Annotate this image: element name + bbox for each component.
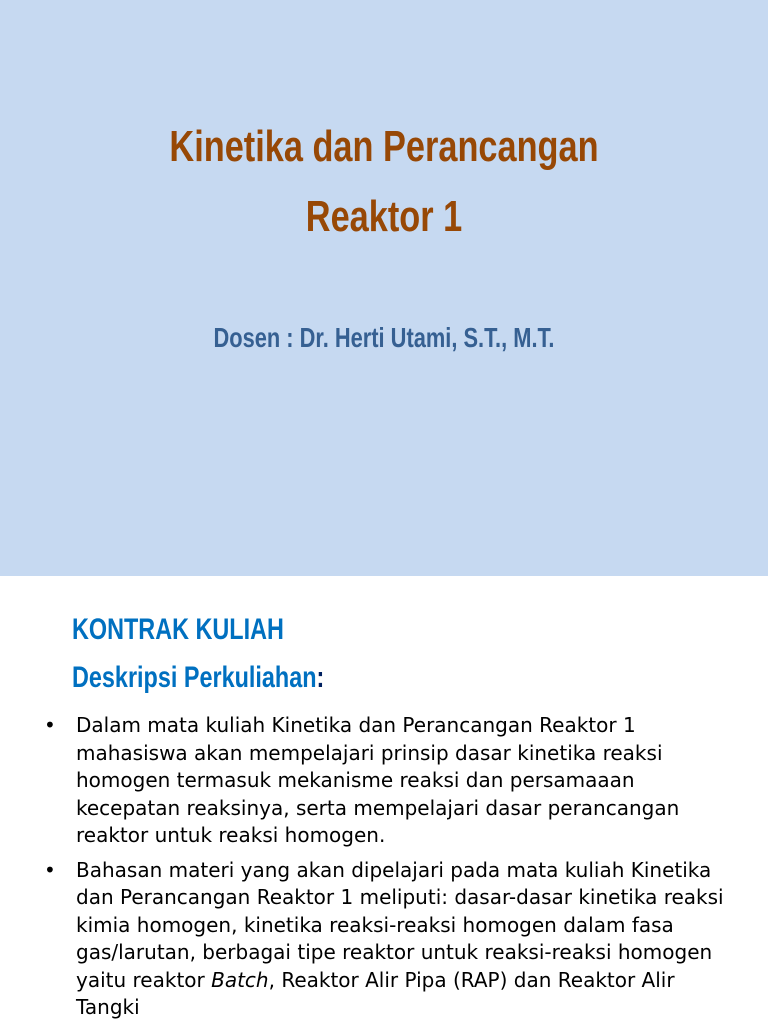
bullet-icon: • <box>44 713 56 737</box>
slide-subtitle: Dosen : Dr. Herti Utami, S.T., M.T. <box>213 322 555 353</box>
slide-title <box>84 112 683 252</box>
bullet-text-part: Bahasan materi yang akan dipelajari pada mata kuliah Kinetika dan Perancangan Reaktor 1 meliputi: dasar-dasar kinetika reaksi kimia homogen, kinetika reaksi-reaksi homogen dalam fasa gas/larutan, berbagai tipe reaktor untuk reaksi-reaksi homogen yaitu reaktor <box>76 857 724 992</box>
slide-title-line1: Kinetika dan Perancangan <box>169 122 599 171</box>
bullet-text: Dalam mata kuliah Kinetika dan Perancangan Reaktor 1 mahasiswa akan mempelajari prinsip dasar kinetika reaksi homogen termasuk mekanisme reaksi dan persamaaan kecepatan reaksinya, serta mempelajari dasar perancangan reaktor untuk reaksi homogen. <box>76 713 680 847</box>
section-heading: KONTRAK KULIAH <box>72 613 284 646</box>
bullet-item <box>44 857 734 1022</box>
bullet-text-part: , Reaktor Alir Pipa (RAP) dan Reaktor Alir Tangki <box>76 967 675 1019</box>
subheading-colon: : <box>316 661 325 694</box>
bullet-icon: • <box>44 857 56 882</box>
subheading-text: Deskripsi Perkuliahan <box>72 661 317 694</box>
bullet-item <box>44 712 734 850</box>
slide-title-line2: Reaktor 1 <box>305 192 463 241</box>
content-slide <box>0 576 768 1024</box>
bullet-text-italic: Batch <box>211 967 269 992</box>
section-subheading <box>72 658 324 698</box>
bullet-list <box>44 712 734 1024</box>
bullet-text <box>76 858 724 1020</box>
